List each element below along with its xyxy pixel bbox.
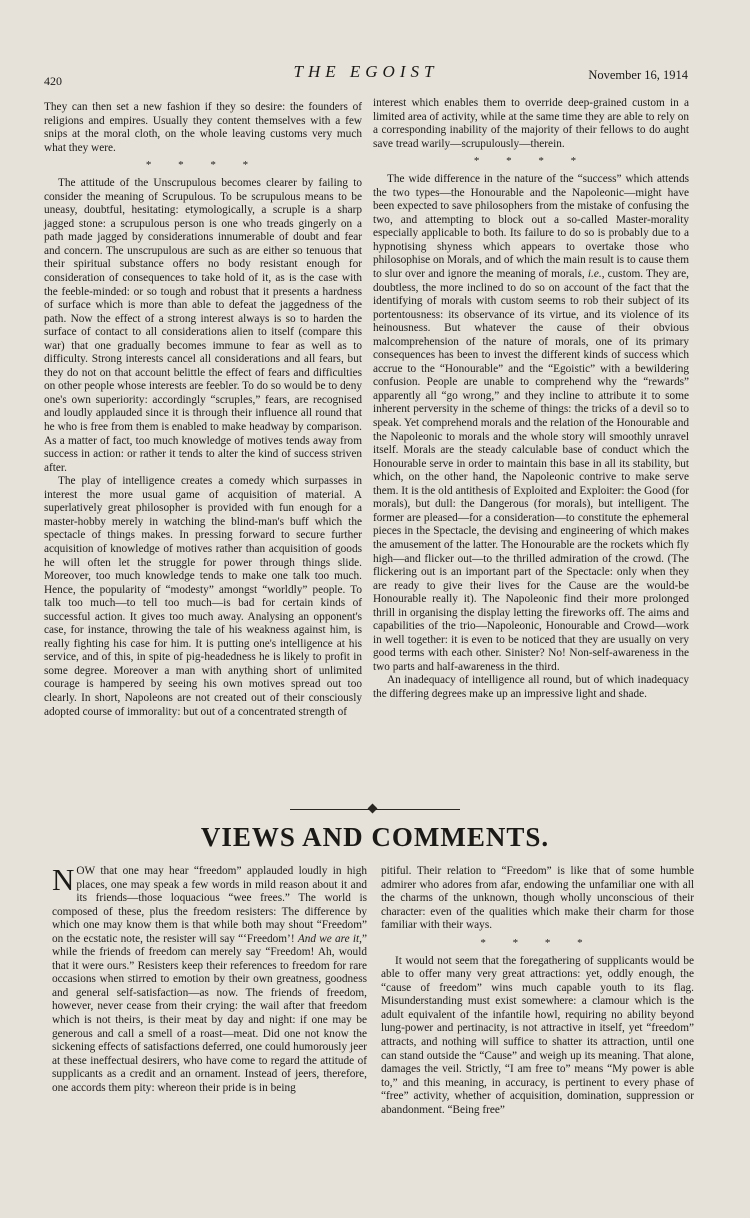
italic-text: i.e. xyxy=(587,268,602,281)
column-top-left xyxy=(44,101,362,781)
page-number: 420 xyxy=(44,74,62,88)
section-break-stars: * * * * xyxy=(480,936,595,949)
section-break-stars: * * * * xyxy=(473,155,589,168)
paragraph: It would not seem that the foregathering of supplicants would be able to offer many very great attractions: yet, oddly enough, the “cause of freedom” wins much capable youth to its flag. Misunderstanding must exist somewhere: a clamour which is the adult equivalent of the infantile howl, requiring no ability beyond lung-power and pertinacity, is not attractive in itself, yet “freedom” attracts, and nothing will suffice to shatter its attraction, until one can stand outside the “Cause” and weigh up its meaning. That alone, damages the veil. Strictly, “I am free to” means “My power is able to,” and this meaning, in accuracy, is pertinent to every phase of “free” activity, whether of acquisition, domination, suppression or abandonment. “Being free” xyxy=(381,954,694,1116)
paragraph xyxy=(52,862,367,1095)
text-run: The wide difference in the nature of the “success” which attends the two types—the Honourable and the Napoleonic—might have been expected to save philosophers from the mistake of confusing the two, and attempting to block out a so-called Master-morality especially applicable to both. Its failure to do so is probably due to a hypnotising shyness which appears to overtake those who philosophise on Morals, and of which the main result is to cause them to slur over and ignore the meaning of morals, xyxy=(373,173,689,281)
paragraph: interest which enables them to override deep-grained custom in a limited area of activity, while at the same time they are able to rely on a corresponding inability of the majority of their fellows to do aught save tread warily—scrupulously—therein. xyxy=(373,97,689,150)
column-bottom-left xyxy=(52,862,367,1185)
journal-title: THE EGOIST xyxy=(293,62,439,81)
column-top-right xyxy=(373,97,689,797)
paragraph: pitiful. Their relation to “Freedom” is like that of some humble admirer who adores from afar, endowing the unfamiliar one with all the charms of the unknown, though wholly unconscious of their character: even of the qualities which make their charm for those familiar with their ways. xyxy=(381,865,694,932)
paragraph: An inadequacy of intelligence all round, but of which inadequacy the differing degrees make up an impressive light and shade. xyxy=(373,674,689,700)
drop-cap: N xyxy=(52,862,75,897)
ornamental-divider xyxy=(290,806,460,812)
paragraph: They can then set a new fashion if they so desire: the founders of religions and empires. Usually they content themselves with a few snips at the moral cloth, on the whole leaving customs very much what they were. xyxy=(44,101,362,154)
text-run: ” while the friends of freedom can merely say “Freedom! Ah, would that it were ours.” Resisters keep their references to freedom for rare occasions when stirred to emotion by their own greatness, goodness and general self-satisfaction—as now. The friends of freedom, however, never cease from their crying: the wail after that freedom which is not theirs, is their meat by day and night: if one may be generous and call a smell of a roast—meat. Did one not know the sickening effects of satisfactions deferred, one could humorously jeer at these ineffectual desirers, who have come to regard the attitude of supplicants as a credit and an ornament. Instead of jeers, therefore, one accords them pity: whereon their pride is in being xyxy=(52,932,367,1094)
paragraph: The play of intelligence creates a comedy which surpasses in interest the more usual game of acquisition of material. A superlatively great philosopher is provided with fun enough for a master-hobby merely in watching the blind-man's buff which the spectacle of things makes. In pressing forward to secure further acquisition of knowledge of motives rather than acquisition of goods he will often let the struggle for power through things slide. Moreover, too much knowledge tends to make one talk too much. Hence, the popularity of “modesty” amongst “worldly” people. To talk too much—to tell too much—is bad for certain kinds of successful action. It gives too much away. Analysing an opponent's case, for instance, throwing the tale of his weakness against him, is really fighting his case for him. It is putting one's intelligence at his service, and of this, in spite of pig-headedness he is likely to profit in some degree. Moreover a man with anything short of unlimited courage is hampered by seeing his own motives spread out too clearly. In short, Napoleons are not created out of their consciously adopted course of immorality: but out of a concentrated strength of xyxy=(44,475,362,718)
text-run: , custom. They are, doubtless, the more inclined to do so on account of the fact that the identifying of morals with custom seems to rob their subject of its portentousness: its observance of its virtue, and its violence of its heinousness. But whatever the cause of their obvious malcomprehension of the nature of morals, one of its primary consequences has been to invest the different kinds of success which accrue to the “Honourable” and the “Egoistic” with a bewildering confusion. People are unable to comprehend why the “rewards” apparently all “go wrong,” and they incline to attribute it to some inherent perversity in the scheme of things: the tricks of a devil so to speak. Yet comprehend morals and the relation of the Honourable and the Napoleonic to morals and the whole story will smoothly unravel itself. Morals are the steady calculable base of conduct which the Honourable serve in order to maintain this base in all its stability, but which, on the other hand, the Napoleonic contrive to make serve them. It is the old antithesis of Exploited and Exploiter: the Good (for morals), but dull: the Dangerous (for morals), but intelligent. The former are pleased—for a consideration—to constitute the ephemeral pieces in the Spectacle, the devising and engineering of which makes the amusement of the latter. The Honourable are the rockets which fly high—and flicker out—to the thrilled admiration of the crowd. (The flickering out is an important part of the Spectacle: only when they are ready to give their lives for the Cause are the would-be Honourable really it). The Napoleonic find their more prolonged thrill in organising the display letting the fireworks off. The aims and capabilities of the trio—Napoleonic, Honourable and Crowd—work in well together: it is even to be noticed that they are usually on very good terms with each other. Sinister? No! Non-self-awareness in the two parts and half-awareness in the third. xyxy=(373,268,689,673)
section-heading: VIEWS AND COMMENTS. xyxy=(200,822,550,852)
paragraph: The attitude of the Unscrupulous becomes clearer by failing to consider the meaning of Scrupulous. To be scrupulous means to be uneasy, doubtful, hesitating: etymologically, a scruple is a sharp jagged stone: a scrupulous person is one who treads gingerly on a path made jagged by considerations innumerable of doubt and fear and concern. The unscrupulous are such as are either so tenuous that their spiritual substance offers no body resistant enough for consideration of consequences to take hold of it, as is the case with the feeble-minded: or so tough and robust that it presents a hardness of surface which is more than able to defeat the jaggedness of the path. Now the effect of a strong interest always is so to harden the surface of contact to all considerations alien to itself (compare this war) that one gradually becomes immune to fear as well as to difficulty. Strong interests cancel all considerations and all fears, but they do not on that account belittle the effect of fears and difficulties on other people whose interests are feebler. To do so would be to deny one's own superiority: accordingly “scruples,” fears, are recognised and loudly applauded since it is through their influence all round that he who is free from them is enabled to make headway by comparison. As a matter of fact, too much knowledge of motives tends away from success in action: or rather it tends to alter the kind of success striven after. xyxy=(44,177,362,474)
section-break-stars: * * * * xyxy=(145,159,261,172)
divider-diamond xyxy=(368,804,378,814)
issue-date: November 16, 1914 xyxy=(588,68,688,82)
paragraph xyxy=(373,173,689,674)
text-run: OW that one may hear “freedom” applauded loudly in high places, one may speak a few words in mild reason about it and its friends—those loquacious “wee frees.” The world is composed of these, plus the freedom resisters: The difference by which one may know them is that while both may shout “Freedom” on the ecstatic note, the resister will say “‘Freedom’! xyxy=(52,865,367,945)
running-head xyxy=(44,62,688,88)
italic-text: And we are it, xyxy=(297,932,362,945)
column-bottom-right xyxy=(381,865,694,1195)
